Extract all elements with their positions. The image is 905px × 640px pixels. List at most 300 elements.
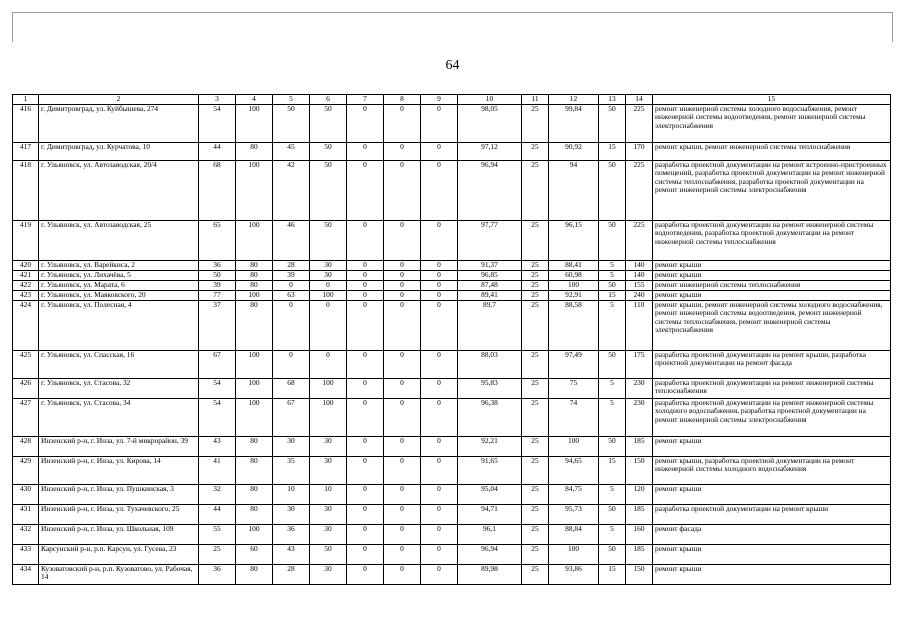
value-cell: 50 [310,105,347,143]
row-number-cell: 422 [13,281,39,291]
address-cell: Кузоватовский р-н, р.п. Кузоватово, ул. Рабочая, 14 [39,565,199,585]
value-cell: 0 [347,565,384,585]
value-cell: 32 [199,485,236,505]
address-cell: Карсунский р-н, р.п. Карсун, ул. Гусева, 23 [39,545,199,565]
value-cell: 0 [273,301,310,351]
value-cell: 140 [626,271,653,281]
value-cell: 0 [421,221,458,261]
value-cell: 100 [236,105,273,143]
value-cell: 185 [626,545,653,565]
column-header: 13 [599,95,626,105]
value-cell: 15 [599,457,626,485]
row-number-cell: 425 [13,351,39,379]
value-cell: 99,84 [549,105,599,143]
value-cell: 0 [273,351,310,379]
column-header: 6 [310,95,347,105]
value-cell: 50 [599,545,626,565]
value-cell: 80 [236,457,273,485]
value-cell: 50 [273,105,310,143]
value-cell: 50 [310,221,347,261]
value-cell: 67 [273,399,310,437]
value-cell: 0 [421,505,458,525]
value-cell: 80 [236,301,273,351]
row-number-cell: 420 [13,261,39,271]
row-number-cell: 431 [13,505,39,525]
table-row [13,351,891,379]
address-cell: г. Ульяновск, ул. Стасова, 34 [39,399,199,437]
value-cell: 0 [347,351,384,379]
value-cell: 120 [626,485,653,505]
value-cell: 44 [199,143,236,161]
address-cell: Инзенский р-н, г. Инза, ул. Тухачевского, 25 [39,505,199,525]
value-cell: 45 [273,143,310,161]
value-cell: 25 [522,301,549,351]
value-cell: 91,37 [458,261,522,271]
value-cell: 50 [310,143,347,161]
value-cell: 80 [236,261,273,271]
value-cell: 25 [522,271,549,281]
column-header: 12 [549,95,599,105]
value-cell: 50 [199,271,236,281]
value-cell: 50 [599,351,626,379]
work-type-cell: разработка проектной документации на ремонт инженерной системы холодного водоснабжения, разработка проектной документации на ремонт инженерной системы электроснабжения [653,399,891,437]
value-cell: 0 [421,351,458,379]
value-cell: 68 [199,161,236,221]
work-type-cell: ремонт крыши, ремонт инженерной системы теплоснабжения [653,143,891,161]
table-row [13,485,891,505]
value-cell: 74 [549,399,599,437]
work-type-cell: разработка проектной документации на ремонт крыши, разработка проектной документации на ремонт фасада [653,351,891,379]
value-cell: 0 [347,301,384,351]
value-cell: 0 [347,271,384,281]
value-cell: 5 [599,271,626,281]
value-cell: 0 [421,437,458,457]
value-cell: 35 [273,457,310,485]
value-cell: 44 [199,505,236,525]
value-cell: 5 [599,261,626,271]
value-cell: 28 [273,565,310,585]
value-cell: 39 [273,271,310,281]
row-number-cell: 428 [13,437,39,457]
value-cell: 5 [599,399,626,437]
value-cell: 50 [599,505,626,525]
value-cell: 0 [384,351,421,379]
work-type-cell: ремонт крыши, разработка проектной документации на ремонт инженерной системы холодного водоснабжения [653,457,891,485]
value-cell: 0 [347,291,384,301]
value-cell: 0 [310,281,347,291]
value-cell: 100 [236,161,273,221]
value-cell: 100 [310,291,347,301]
value-cell: 0 [310,301,347,351]
value-cell: 84,75 [549,485,599,505]
value-cell: 50 [599,161,626,221]
value-cell: 100 [236,351,273,379]
value-cell: 0 [421,291,458,301]
address-cell: Инзенский р-н, г. Инза, ул. Школьная, 109 [39,525,199,545]
work-type-cell: разработка проектной документации на ремонт инженерной системы водоотведения, разработка проектной документации на ремонт инженерной системы теплоснабжения [653,221,891,261]
value-cell: 30 [310,271,347,281]
value-cell: 5 [599,525,626,545]
value-cell: 150 [626,457,653,485]
value-cell: 0 [384,105,421,143]
value-cell: 0 [347,545,384,565]
address-cell: г. Ульяновск, ул. Маяковского, 20 [39,291,199,301]
value-cell: 37 [199,301,236,351]
value-cell: 0 [347,221,384,261]
address-cell: г. Ульяновск, ул. Марата, 6 [39,281,199,291]
value-cell: 10 [273,485,310,505]
value-cell: 65 [199,221,236,261]
address-cell: г. Ульяновск, ул. Автозаводская, 20/4 [39,161,199,221]
value-cell: 0 [347,437,384,457]
value-cell: 0 [421,105,458,143]
value-cell: 140 [626,261,653,271]
value-cell: 0 [347,281,384,291]
value-cell: 50 [599,437,626,457]
table-row [13,291,891,301]
row-number-cell: 434 [13,565,39,585]
column-header: 5 [273,95,310,105]
table-row [13,437,891,457]
repair-register-table [12,94,891,585]
value-cell: 94,65 [549,457,599,485]
value-cell: 36 [273,525,310,545]
value-cell: 93,86 [549,565,599,585]
value-cell: 28 [273,261,310,271]
value-cell: 87,48 [458,281,522,291]
value-cell: 15 [599,143,626,161]
column-header: 14 [626,95,653,105]
address-cell: г. Димитровград, ул. Куйбышева, 274 [39,105,199,143]
value-cell: 30 [310,505,347,525]
address-cell: г. Ульяновск, ул. Автозаводская, 25 [39,221,199,261]
value-cell: 60,98 [549,271,599,281]
scan-edge [892,12,893,42]
table-row [13,301,891,351]
value-cell: 0 [421,281,458,291]
work-type-cell: ремонт крыши [653,565,891,585]
row-number-cell: 417 [13,143,39,161]
value-cell: 25 [522,143,549,161]
value-cell: 0 [384,525,421,545]
value-cell: 15 [599,565,626,585]
value-cell: 25 [522,281,549,291]
value-cell: 80 [236,437,273,457]
value-cell: 225 [626,105,653,143]
work-type-cell: ремонт крыши, ремонт инженерной системы холодного водоснабжения, ремонт инженерной системы водоотведения, ремонт инженерной системы теплоснабжения, ремонт инженерной системы электроснабжения [653,301,891,351]
value-cell: 0 [421,457,458,485]
value-cell: 30 [310,525,347,545]
value-cell: 89,7 [458,301,522,351]
column-header: 15 [653,95,891,105]
value-cell: 0 [421,161,458,221]
value-cell: 0 [310,351,347,379]
value-cell: 0 [384,301,421,351]
value-cell: 5 [599,301,626,351]
value-cell: 0 [421,525,458,545]
value-cell: 5 [599,379,626,399]
row-number-cell: 429 [13,457,39,485]
table-row [13,379,891,399]
value-cell: 100 [236,221,273,261]
value-cell: 100 [549,437,599,457]
value-cell: 0 [384,399,421,437]
table-row [13,221,891,261]
value-cell: 0 [384,545,421,565]
work-type-cell: ремонт крыши [653,485,891,505]
work-type-cell: ремонт крыши [653,291,891,301]
value-cell: 160 [626,525,653,545]
row-number-cell: 423 [13,291,39,301]
value-cell: 185 [626,437,653,457]
value-cell: 91,65 [458,457,522,485]
value-cell: 0 [347,525,384,545]
value-cell: 25 [522,399,549,437]
value-cell: 0 [384,565,421,585]
value-cell: 0 [421,545,458,565]
value-cell: 80 [236,281,273,291]
value-cell: 89,41 [458,291,522,301]
work-type-cell: ремонт крыши [653,271,891,281]
value-cell: 0 [384,261,421,271]
table-row [13,143,891,161]
value-cell: 0 [384,485,421,505]
value-cell: 46 [273,221,310,261]
value-cell: 80 [236,271,273,281]
value-cell: 36 [199,565,236,585]
value-cell: 96,1 [458,525,522,545]
value-cell: 75 [549,379,599,399]
value-cell: 100 [549,281,599,291]
value-cell: 77 [199,291,236,301]
value-cell: 0 [347,485,384,505]
value-cell: 88,58 [549,301,599,351]
value-cell: 96,15 [549,221,599,261]
value-cell: 25 [522,261,549,271]
value-cell: 43 [273,545,310,565]
value-cell: 92,21 [458,437,522,457]
value-cell: 30 [310,261,347,271]
value-cell: 67 [199,351,236,379]
row-number-cell: 427 [13,399,39,437]
value-cell: 0 [384,437,421,457]
row-number-cell: 430 [13,485,39,505]
value-cell: 150 [626,565,653,585]
value-cell: 0 [421,261,458,271]
scan-edge [12,12,13,42]
value-cell: 170 [626,143,653,161]
value-cell: 100 [310,399,347,437]
address-cell: Инзенский р-н, г. Инза, ул. 7-й микрорайон, 39 [39,437,199,457]
value-cell: 98,05 [458,105,522,143]
value-cell: 0 [421,399,458,437]
value-cell: 96,94 [458,545,522,565]
value-cell: 88,41 [549,261,599,271]
table-row [13,281,891,291]
page-number: 64 [445,58,460,73]
value-cell: 0 [347,143,384,161]
row-number-cell: 419 [13,221,39,261]
value-cell: 80 [236,485,273,505]
value-cell: 55 [199,525,236,545]
column-header: 11 [522,95,549,105]
value-cell: 36 [199,261,236,271]
value-cell: 88,03 [458,351,522,379]
column-header: 7 [347,95,384,105]
value-cell: 97,77 [458,221,522,261]
value-cell: 50 [310,161,347,221]
value-cell: 30 [310,457,347,485]
value-cell: 25 [522,505,549,525]
value-cell: 0 [347,457,384,485]
value-cell: 88,84 [549,525,599,545]
value-cell: 54 [199,105,236,143]
value-cell: 30 [273,505,310,525]
value-cell: 96,38 [458,399,522,437]
value-cell: 0 [347,399,384,437]
address-cell: г. Ульяновск, ул. Стасова, 32 [39,379,199,399]
value-cell: 10 [310,485,347,505]
value-cell: 185 [626,505,653,525]
work-type-cell: ремонт крыши [653,545,891,565]
value-cell: 225 [626,221,653,261]
value-cell: 89,98 [458,565,522,585]
row-number-cell: 416 [13,105,39,143]
value-cell: 25 [522,437,549,457]
work-type-cell: разработка проектной документации на ремонт встроенно-пристроенных помещений, разработка проектной документации на ремонт инженерной системы теплоснабжения, разработка проектной документации на ремонт инженерной системы электроснабжения [653,161,891,221]
value-cell: 94,71 [458,505,522,525]
value-cell: 25 [522,485,549,505]
value-cell: 54 [199,399,236,437]
value-cell: 96,85 [458,271,522,281]
value-cell: 0 [273,281,310,291]
value-cell: 30 [310,565,347,585]
value-cell: 25 [522,379,549,399]
value-cell: 100 [236,525,273,545]
value-cell: 25 [522,565,549,585]
value-cell: 100 [236,399,273,437]
value-cell: 80 [236,143,273,161]
value-cell: 25 [522,545,549,565]
value-cell: 0 [384,221,421,261]
value-cell: 0 [347,161,384,221]
table-row [13,161,891,221]
value-cell: 230 [626,399,653,437]
value-cell: 0 [421,301,458,351]
column-header: 1 [13,95,39,105]
value-cell: 97,12 [458,143,522,161]
table-row [13,105,891,143]
work-type-cell: разработка проектной документации на ремонт инженерной системы теплоснабжения [653,379,891,399]
value-cell: 110 [626,301,653,351]
value-cell: 25 [522,457,549,485]
value-cell: 30 [310,437,347,457]
value-cell: 50 [599,105,626,143]
work-type-cell: ремонт крыши [653,437,891,457]
table-row [13,525,891,545]
value-cell: 80 [236,505,273,525]
value-cell: 0 [384,457,421,485]
address-cell: г. Димитровград, ул. Курчатова, 10 [39,143,199,161]
value-cell: 25 [522,221,549,261]
value-cell: 0 [421,565,458,585]
value-cell: 0 [421,271,458,281]
value-cell: 90,92 [549,143,599,161]
value-cell: 0 [384,143,421,161]
work-type-cell: разработка проектной документации на ремонт крыши [653,505,891,525]
value-cell: 60 [236,545,273,565]
value-cell: 5 [599,485,626,505]
column-header: 10 [458,95,522,105]
value-cell: 0 [384,161,421,221]
table-row [13,457,891,485]
table-row [13,505,891,525]
value-cell: 94 [549,161,599,221]
value-cell: 50 [599,281,626,291]
row-number-cell: 433 [13,545,39,565]
value-cell: 50 [310,545,347,565]
value-cell: 95,83 [458,379,522,399]
value-cell: 175 [626,351,653,379]
value-cell: 100 [236,291,273,301]
column-header: 4 [236,95,273,105]
value-cell: 100 [236,379,273,399]
value-cell: 100 [549,545,599,565]
value-cell: 54 [199,379,236,399]
address-cell: Инзенский р-н, г. Инза, ул. Кирова, 14 [39,457,199,485]
value-cell: 30 [273,437,310,457]
value-cell: 240 [626,291,653,301]
value-cell: 0 [347,261,384,271]
value-cell: 25 [522,291,549,301]
table-row [13,261,891,271]
row-number-cell: 418 [13,161,39,221]
value-cell: 96,94 [458,161,522,221]
value-cell: 43 [199,437,236,457]
address-cell: г. Ульяновск, ул. Спасская, 16 [39,351,199,379]
value-cell: 0 [347,105,384,143]
value-cell: 41 [199,457,236,485]
address-cell: г. Ульяновск, ул. Варейкиса, 2 [39,261,199,271]
value-cell: 0 [384,291,421,301]
work-type-cell: ремонт фасада [653,525,891,545]
value-cell: 25 [522,161,549,221]
value-cell: 25 [199,545,236,565]
address-cell: г. Ульяновск, ул. Лихачёва, 5 [39,271,199,281]
value-cell: 25 [522,105,549,143]
value-cell: 25 [522,525,549,545]
value-cell: 225 [626,161,653,221]
value-cell: 0 [384,271,421,281]
table-row [13,399,891,437]
value-cell: 42 [273,161,310,221]
table-row [13,565,891,585]
row-number-cell: 432 [13,525,39,545]
table-row [13,545,891,565]
value-cell: 63 [273,291,310,301]
work-type-cell: ремонт инженерной системы холодного водоснабжения, ремонт инженерной системы водоотведения, ремонт инженерной системы электроснабжения [653,105,891,143]
work-type-cell: ремонт крыши [653,261,891,271]
value-cell: 97,49 [549,351,599,379]
value-cell: 15 [599,291,626,301]
row-number-cell: 426 [13,379,39,399]
table-row [13,271,891,281]
column-header: 9 [421,95,458,105]
column-header: 8 [384,95,421,105]
value-cell: 0 [421,379,458,399]
value-cell: 92,91 [549,291,599,301]
value-cell: 230 [626,379,653,399]
